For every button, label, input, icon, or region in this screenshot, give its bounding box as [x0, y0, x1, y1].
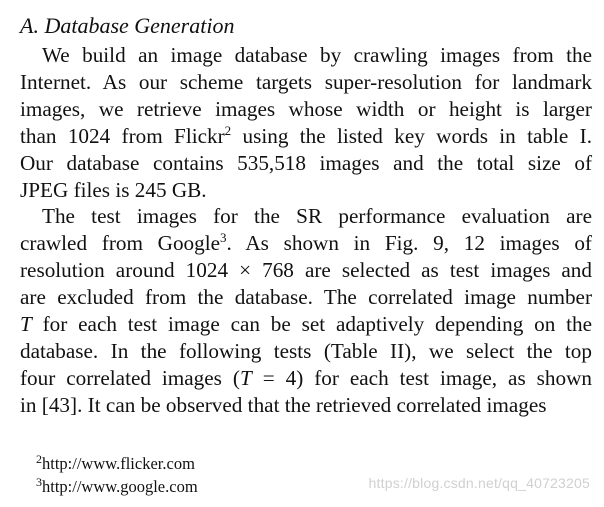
paragraph-1 [20, 42, 592, 203]
footnote-number: 3 [36, 475, 42, 489]
watermark: https://blog.csdn.net/qq_40723205 [368, 475, 590, 491]
text-fragment: for each test image can be set adaptively depending on the [31, 312, 592, 337]
text-line [20, 365, 592, 392]
text-fragment: = 4) for each test image, as shown [251, 365, 592, 390]
text-line: images, we retrieve images whose width or height is larger [20, 96, 592, 121]
text-line: Our database contains 535,518 images and the total size of [20, 150, 592, 175]
footnote [36, 452, 198, 475]
text-fragment: using the listed key words in table I. [231, 123, 592, 148]
text-fragment: four correlated images ( [20, 365, 240, 390]
footnote-marker: 3 [220, 230, 227, 246]
math-variable: T [20, 312, 32, 337]
paper-section [20, 12, 592, 419]
text-fragment: crawled from Google [20, 231, 221, 256]
text-line: resolution around 1024 × 768 are selected as test images and [20, 258, 592, 283]
text-line [20, 123, 592, 150]
footnotes [36, 452, 198, 498]
text-line: We build an image database by crawling images from the [42, 43, 592, 67]
paragraph-2 [20, 203, 592, 418]
math-variable: T [239, 365, 252, 390]
text-fragment: than 1024 from Flickr [20, 123, 225, 148]
text-line: JPEG files is 245 GB. [20, 177, 207, 202]
footnote-number: 2 [36, 452, 42, 466]
text-line: Internet. As our scheme targets super-resolution for landmark [20, 69, 592, 94]
text-line: in [43]. It can be observed that the retrieved correlated images [20, 392, 547, 417]
text-line: database. In the following tests (Table II), we select the top [20, 338, 592, 363]
text-line: The test images for the SR performance evaluation are [42, 204, 592, 229]
footnote-link[interactable]: http://www.flicker.com [42, 454, 195, 473]
text-line [20, 311, 592, 338]
text-line [20, 230, 592, 257]
section-heading: A. Database Generation [20, 13, 235, 38]
footnote-link[interactable]: http://www.google.com [42, 477, 198, 496]
footnote [36, 475, 198, 498]
footnote-marker: 2 [224, 122, 232, 138]
text-line: are excluded from the database. The correlated image number [20, 285, 592, 310]
text-fragment: . As shown in Fig. 9, 12 images of [226, 231, 592, 256]
